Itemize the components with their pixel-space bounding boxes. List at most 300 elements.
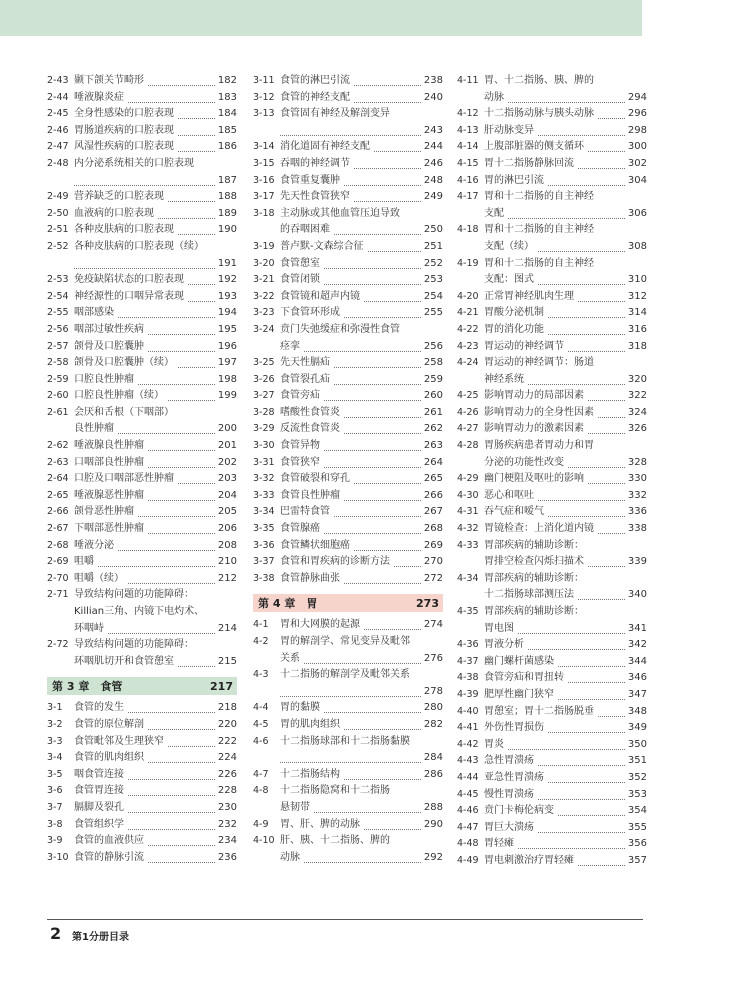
- toc-entry-page: 280: [423, 702, 443, 714]
- toc-entry[interactable]: [457, 539, 647, 556]
- toc-entry-page: 347: [627, 688, 647, 700]
- toc-entry[interactable]: [457, 340, 647, 357]
- toc-entry[interactable]: [253, 572, 443, 589]
- toc-leader-dots: [548, 507, 625, 517]
- toc-entry-continuation[interactable]: [253, 801, 443, 818]
- toc-leader-dots: [528, 640, 625, 650]
- toc-entry[interactable]: [253, 618, 443, 635]
- toc-entry[interactable]: [253, 522, 443, 539]
- toc-entry-continuation[interactable]: [457, 555, 647, 572]
- toc-entry-title: 风湿性疾病的口腔表现: [74, 141, 174, 153]
- toc-entry-number: 4-45: [457, 788, 479, 800]
- toc-entry-continuation[interactable]: [457, 273, 647, 290]
- toc-entry-number: 4-6: [253, 735, 269, 747]
- toc-entry[interactable]: [47, 718, 237, 735]
- toc-entry-page: 212: [217, 572, 237, 584]
- chapter-heading[interactable]: [253, 594, 443, 612]
- toc-entry[interactable]: [457, 605, 647, 622]
- toc-entry-title: 食管毗邻及生理狭窄: [74, 735, 164, 747]
- toc-leader-dots: [354, 474, 421, 484]
- toc-entry[interactable]: [253, 240, 443, 257]
- toc-entry-page: 243: [423, 124, 443, 136]
- toc-entry[interactable]: [457, 306, 647, 323]
- toc-entry[interactable]: [253, 74, 443, 91]
- toc-entry-title: 悬韧带: [280, 801, 310, 813]
- toc-entry[interactable]: [253, 406, 443, 423]
- toc-entry-number: 2-68: [47, 539, 69, 551]
- toc-leader-dots: [148, 325, 215, 335]
- toc-entry-page: 348: [627, 705, 647, 717]
- toc-leader-dots: [280, 687, 421, 697]
- toc-entry-title: 慢性胃溃疡: [484, 788, 534, 800]
- toc-entry-number: 4-29: [457, 473, 479, 485]
- toc-entry[interactable]: [457, 223, 647, 240]
- toc-entry-title: 胃的解剖学、常见变异及毗邻: [280, 636, 410, 647]
- toc-entry-page: 349: [627, 722, 647, 734]
- toc-entry-continuation[interactable]: [457, 240, 647, 257]
- toc-entry[interactable]: [47, 107, 237, 124]
- toc-entry[interactable]: [47, 91, 237, 108]
- toc-entry[interactable]: [457, 671, 647, 688]
- toc-entry-page: 354: [627, 805, 647, 817]
- toc-entry-number: 4-20: [457, 290, 479, 302]
- footer-rule: [47, 919, 643, 920]
- toc-entry[interactable]: [47, 539, 237, 556]
- toc-entry[interactable]: [47, 273, 237, 290]
- toc-entry[interactable]: [457, 705, 647, 722]
- toc-entry-number: 4-9: [253, 818, 269, 830]
- toc-entry[interactable]: [457, 655, 647, 672]
- toc-entry-page: 357: [627, 854, 647, 866]
- toc-entry[interactable]: [47, 735, 237, 752]
- toc-leader-dots: [148, 342, 215, 352]
- toc-entry[interactable]: [253, 140, 443, 157]
- toc-entry-page: 232: [217, 818, 237, 830]
- toc-entry[interactable]: [253, 456, 443, 473]
- toc-entry[interactable]: [457, 174, 647, 191]
- toc-leader-dots: [168, 391, 215, 401]
- toc-entry-continuation[interactable]: [253, 652, 443, 669]
- toc-entry-title: 影响胃动力的激素因素: [484, 423, 584, 435]
- toc-leader-dots: [548, 325, 625, 335]
- toc-entry[interactable]: [253, 290, 443, 307]
- toc-entry-title: 食管狭窄: [280, 456, 320, 468]
- toc-entry-number: 4-33: [457, 539, 479, 551]
- toc-entry[interactable]: [457, 837, 647, 854]
- toc-entry[interactable]: [253, 157, 443, 174]
- toc-entry-page: 199: [217, 390, 237, 402]
- toc-entry-page: 254: [423, 290, 443, 302]
- toc-entry-number: 4-8: [253, 785, 269, 797]
- toc-entry-title: 血液病的口腔表现: [74, 207, 154, 219]
- toc-entry-title: 的吞咽困难: [280, 224, 330, 236]
- toc-entry[interactable]: [457, 439, 647, 456]
- toc-entry-title: 十二指肠球部和十二指肠黏膜: [280, 735, 410, 747]
- toc-entry-number: 3-7: [47, 801, 63, 813]
- toc-entry-number: 3-19: [253, 240, 275, 252]
- toc-leader-dots: [538, 491, 625, 501]
- toc-entry-title: 下咽部恶性肿瘤: [74, 523, 144, 535]
- toc-entry-continuation[interactable]: [457, 622, 647, 639]
- toc-entry[interactable]: [253, 701, 443, 718]
- toc-entry-page: 300: [627, 141, 647, 153]
- toc-entry[interactable]: [457, 771, 647, 788]
- toc-entry[interactable]: [47, 784, 237, 801]
- toc-entry-page: 259: [423, 373, 443, 385]
- toc-leader-dots: [178, 109, 215, 119]
- toc-leader-dots: [118, 308, 215, 318]
- toc-entry-number: 2-53: [47, 274, 69, 286]
- toc-entry[interactable]: [457, 140, 647, 157]
- toc-entry-continuation[interactable]: [457, 373, 647, 390]
- footer-page-number: 2: [50, 924, 62, 943]
- toc-entry[interactable]: [457, 406, 647, 423]
- toc-entry-number: 2-48: [47, 157, 69, 169]
- toc-entry-continuation[interactable]: [47, 422, 237, 439]
- toc-entry-page: 342: [627, 639, 647, 651]
- toc-entry[interactable]: [47, 340, 237, 357]
- toc-entry-page: 249: [423, 191, 443, 203]
- chapter-page: 217: [210, 680, 233, 694]
- toc-leader-dots: [344, 770, 421, 780]
- toc-entry[interactable]: [457, 323, 647, 340]
- toc-entry-title: 胃轻瘫: [484, 838, 514, 850]
- toc-entry[interactable]: [253, 356, 443, 373]
- toc-entry-page: 230: [217, 801, 237, 813]
- toc-entry[interactable]: [47, 588, 237, 605]
- toc-entry-number: 3-20: [253, 257, 275, 269]
- toc-entry-page: 222: [217, 735, 237, 747]
- toc-entry[interactable]: [253, 472, 443, 489]
- toc-entry-continuation[interactable]: [47, 257, 237, 274]
- toc-entry-title: 食管旁疝和胃扭转: [484, 672, 564, 684]
- toc-entry[interactable]: [457, 721, 647, 738]
- toc-entry[interactable]: [457, 738, 647, 755]
- toc-entry-title: 食管的原位解剖: [74, 718, 144, 730]
- toc-entry-page: 322: [627, 390, 647, 402]
- toc-entry-number: 2-49: [47, 191, 69, 203]
- toc-entry[interactable]: [253, 257, 443, 274]
- toc-entry[interactable]: [457, 356, 647, 373]
- toc-entry-page: 338: [627, 523, 647, 535]
- toc-entry[interactable]: [47, 240, 237, 257]
- toc-entry-page: 206: [217, 523, 237, 535]
- toc-entry-number: 3-13: [253, 108, 275, 120]
- toc-entry[interactable]: [253, 91, 443, 108]
- toc-entry[interactable]: [47, 456, 237, 473]
- toc-entry-page: 188: [217, 191, 237, 203]
- toc-entry-title: 胃酸分泌机制: [484, 307, 544, 319]
- toc-entry[interactable]: [253, 190, 443, 207]
- toc-entry-continuation[interactable]: [253, 751, 443, 768]
- toc-entry-title: 食管的血液供应: [74, 835, 144, 847]
- toc-leader-dots: [354, 76, 421, 86]
- toc-leader-dots: [188, 275, 215, 285]
- toc-entry[interactable]: [457, 157, 647, 174]
- toc-entry[interactable]: [457, 124, 647, 141]
- toc-leader-dots: [548, 308, 625, 318]
- toc-entry-continuation[interactable]: [253, 340, 443, 357]
- toc-entry[interactable]: [253, 422, 443, 439]
- toc-entry-title: 十二指肠结构: [280, 768, 340, 780]
- toc-leader-dots: [168, 737, 215, 747]
- toc-entry-page: 189: [217, 207, 237, 219]
- toc-leader-dots: [280, 126, 421, 136]
- toc-entry[interactable]: [47, 306, 237, 323]
- toc-entry[interactable]: [253, 818, 443, 835]
- toc-leader-dots: [538, 242, 625, 252]
- toc-entry[interactable]: [457, 754, 647, 771]
- chapter-heading[interactable]: [47, 677, 237, 695]
- toc-entry-title: 咀嚼（续）: [74, 572, 124, 584]
- toc-entry[interactable]: [47, 751, 237, 768]
- toc-entry[interactable]: [253, 273, 443, 290]
- toc-entry-title: 外伤性胃损伤: [484, 722, 544, 734]
- toc-entry-page: 344: [627, 655, 647, 667]
- toc-entry[interactable]: [253, 373, 443, 390]
- toc-entry-continuation[interactable]: [457, 588, 647, 605]
- toc-entry-page: 330: [627, 473, 647, 485]
- toc-entry[interactable]: [457, 688, 647, 705]
- toc-entry-page: 269: [423, 539, 443, 551]
- toc-entry-number: 3-37: [253, 556, 275, 568]
- toc-entry[interactable]: [457, 74, 647, 91]
- toc-entry[interactable]: [457, 290, 647, 307]
- toc-leader-dots: [324, 703, 421, 713]
- toc-entry-title: 环咽肌切开和食管憩室: [74, 655, 174, 667]
- toc-entry-title: 动脉: [484, 91, 504, 103]
- toc-entry[interactable]: [47, 323, 237, 340]
- toc-entry[interactable]: [47, 356, 237, 373]
- toc-entry-number: 4-13: [457, 124, 479, 136]
- toc-entry[interactable]: [47, 124, 237, 141]
- toc-entry-continuation[interactable]: [253, 124, 443, 141]
- toc-entry-continuation[interactable]: [457, 91, 647, 108]
- toc-leader-dots: [178, 126, 215, 136]
- toc-entry-page: 194: [217, 307, 237, 319]
- toc-entry-number: 4-49: [457, 854, 479, 866]
- toc-entry[interactable]: [457, 389, 647, 406]
- toc-entry-page: 352: [627, 771, 647, 783]
- toc-entry-title: 食管憩室: [280, 257, 320, 269]
- toc-entry-page: 182: [217, 75, 237, 86]
- toc-leader-dots: [344, 424, 421, 434]
- toc-entry-number: 2-70: [47, 572, 69, 584]
- toc-entry-page: 236: [217, 851, 237, 863]
- toc-entry-title: 下食管环形成: [280, 307, 340, 319]
- toc-entry[interactable]: [253, 306, 443, 323]
- toc-entry[interactable]: [253, 784, 443, 801]
- toc-entry-continuation[interactable]: [457, 207, 647, 224]
- toc-entry-number: 3-12: [253, 91, 275, 103]
- toc-entry[interactable]: [47, 505, 237, 522]
- toc-leader-dots: [588, 474, 625, 484]
- toc-entry[interactable]: [47, 572, 237, 589]
- toc-leader-dots: [128, 786, 215, 796]
- toc-entry[interactable]: [253, 555, 443, 572]
- toc-entry-title: 胃、十二指肠、胰、脾的: [484, 75, 594, 86]
- toc-leader-dots: [548, 723, 625, 733]
- toc-entry[interactable]: [47, 389, 237, 406]
- toc-leader-dots: [344, 720, 421, 730]
- toc-entry-title: 胃十二指肠静脉回流: [484, 157, 574, 169]
- toc-entry-number: 3-3: [47, 735, 63, 747]
- toc-entry[interactable]: [457, 190, 647, 207]
- toc-entry-number: 3-2: [47, 718, 63, 730]
- toc-entry[interactable]: [457, 522, 647, 539]
- toc-entry-title: 胃镜检查：上消化道内镜: [484, 523, 594, 535]
- toc-entry[interactable]: [253, 635, 443, 652]
- toc-entry-page: 202: [217, 456, 237, 468]
- toc-entry-continuation[interactable]: [47, 655, 237, 672]
- toc-entry[interactable]: [457, 804, 647, 821]
- toc-entry-title: 食管的发生: [74, 702, 124, 714]
- toc-entry-title: 胃电图: [484, 622, 514, 634]
- toc-entry[interactable]: [253, 834, 443, 851]
- toc-entry[interactable]: [253, 735, 443, 752]
- toc-leader-dots: [548, 176, 625, 186]
- toc-entry[interactable]: [253, 439, 443, 456]
- toc-entry[interactable]: [457, 638, 647, 655]
- toc-entry[interactable]: [457, 257, 647, 274]
- toc-entry-title: 吞咽的神经调节: [280, 157, 350, 169]
- toc-entry-continuation[interactable]: [457, 456, 647, 473]
- toc-entry[interactable]: [47, 406, 237, 423]
- toc-entry[interactable]: [253, 505, 443, 522]
- toc-entry-title: 幽门梗阻及呕吐的影响: [484, 473, 584, 485]
- toc-leader-dots: [578, 159, 625, 169]
- toc-entry-continuation[interactable]: [47, 622, 237, 639]
- toc-leader-dots: [518, 839, 625, 849]
- toc-entry-number: 2-72: [47, 639, 69, 651]
- toc-entry-continuation[interactable]: [253, 851, 443, 868]
- toc-entry-number: 4-42: [457, 738, 479, 750]
- toc-entry-number: 3-32: [253, 473, 275, 485]
- toc-entry-title: 胃的消化功能: [484, 323, 544, 335]
- toc-entry[interactable]: [47, 818, 237, 835]
- toc-entry[interactable]: [47, 140, 237, 157]
- toc-entry-title: 胃肠疾病患者胃动力和胃: [484, 440, 594, 452]
- toc-entry-title: 亚急性胃溃疡: [484, 771, 544, 783]
- toc-entry[interactable]: [253, 539, 443, 556]
- toc-entry-title: 食管固有神经及解剖变异: [280, 108, 390, 120]
- toc-leader-dots: [568, 673, 625, 683]
- toc-entry[interactable]: [253, 389, 443, 406]
- toc-entry-number: 3-4: [47, 752, 63, 764]
- toc-entry[interactable]: [47, 638, 237, 655]
- toc-entry-page: 234: [217, 835, 237, 847]
- toc-entry[interactable]: [47, 489, 237, 506]
- toc-entry[interactable]: [253, 768, 443, 785]
- toc-entry[interactable]: [47, 522, 237, 539]
- toc-entry-title: 巴雷特食管: [280, 506, 330, 518]
- toc-entry[interactable]: [457, 854, 647, 871]
- toc-entry[interactable]: [253, 174, 443, 191]
- toc-entry-title: 支配（续）: [484, 240, 534, 252]
- toc-entry[interactable]: [47, 851, 237, 868]
- toc-entry[interactable]: [47, 157, 237, 174]
- toc-entry[interactable]: [47, 207, 237, 224]
- toc-entry-title: 导致结构问题的功能障碍：: [74, 639, 194, 651]
- toc-entry-number: 3-16: [253, 174, 275, 186]
- toc-entry-page: 268: [423, 523, 443, 535]
- toc-leader-dots: [148, 836, 215, 846]
- toc-entry-title: 胃巨大溃疡: [484, 821, 534, 833]
- toc-entry[interactable]: [253, 718, 443, 735]
- toc-leader-dots: [598, 408, 625, 418]
- toc-leader-dots: [588, 391, 625, 401]
- toc-entry[interactable]: [457, 489, 647, 506]
- toc-entry-page: 274: [423, 619, 443, 631]
- toc-entry[interactable]: [457, 107, 647, 124]
- toc-entry[interactable]: [457, 572, 647, 589]
- toc-entry-continuation[interactable]: [253, 223, 443, 240]
- toc-entry-page: 286: [423, 768, 443, 780]
- toc-entry-title: 十二指肠球部测压法: [484, 589, 574, 601]
- toc-entry-page: 263: [423, 440, 443, 452]
- toc-entry-continuation[interactable]: [47, 174, 237, 191]
- toc-entry-title: 食管的静脉引流: [74, 851, 144, 863]
- toc-entry-number: 2-51: [47, 224, 69, 236]
- toc-entry[interactable]: [253, 207, 443, 224]
- toc-leader-dots: [334, 375, 421, 385]
- toc-entry[interactable]: [253, 323, 443, 340]
- toc-entry-title: 胃的淋巴引流: [484, 174, 544, 186]
- toc-entry[interactable]: [47, 701, 237, 718]
- toc-entry-title: 口腔良性肿瘤: [74, 373, 134, 385]
- toc-entry-page: 272: [423, 572, 443, 584]
- toc-entry[interactable]: [253, 107, 443, 124]
- toc-entry-page: 292: [423, 851, 443, 863]
- toc-entry-number: 4-25: [457, 390, 479, 402]
- toc-leader-dots: [354, 93, 421, 103]
- toc-entry-page: 310: [627, 274, 647, 286]
- toc-entry[interactable]: [253, 668, 443, 685]
- toc-entry[interactable]: [47, 834, 237, 851]
- toc-entry-page: 282: [423, 718, 443, 730]
- toc-entry[interactable]: [47, 190, 237, 207]
- toc-entry[interactable]: [47, 373, 237, 390]
- toc-leader-dots: [168, 192, 215, 202]
- toc-entry[interactable]: [457, 472, 647, 489]
- toc-entry[interactable]: [47, 472, 237, 489]
- toc-entry[interactable]: [457, 422, 647, 439]
- toc-entry-title: 幽门螺杆菌感染: [484, 655, 554, 667]
- toc-entry[interactable]: [47, 223, 237, 240]
- toc-entry-title: 食管的肌肉组织: [74, 752, 144, 764]
- footer-label: 第1分册目录: [72, 932, 129, 943]
- toc-entry-number: 4-22: [457, 323, 479, 335]
- toc-entry-continuation[interactable]: [47, 605, 237, 622]
- toc-entry[interactable]: [47, 439, 237, 456]
- toc-entry-continuation[interactable]: [253, 685, 443, 702]
- toc-entry[interactable]: [47, 290, 237, 307]
- toc-entry-title: 胃排空检查闪烁扫描术: [484, 556, 584, 568]
- toc-entry[interactable]: [457, 788, 647, 805]
- toc-entry[interactable]: [47, 801, 237, 818]
- toc-entry[interactable]: [253, 489, 443, 506]
- toc-leader-dots: [314, 803, 421, 813]
- toc-entry-number: 3-11: [253, 75, 275, 86]
- toc-entry[interactable]: [47, 555, 237, 572]
- toc-entry[interactable]: [47, 768, 237, 785]
- toc-entry-number: 2-44: [47, 91, 69, 103]
- toc-entry[interactable]: [457, 821, 647, 838]
- toc-entry[interactable]: [47, 74, 237, 91]
- toc-entry[interactable]: [457, 505, 647, 522]
- toc-entry-title: 肝、胰、十二指肠、脾的: [280, 835, 390, 847]
- toc-entry-title: 胃运动的神经调节：肠道: [484, 357, 594, 369]
